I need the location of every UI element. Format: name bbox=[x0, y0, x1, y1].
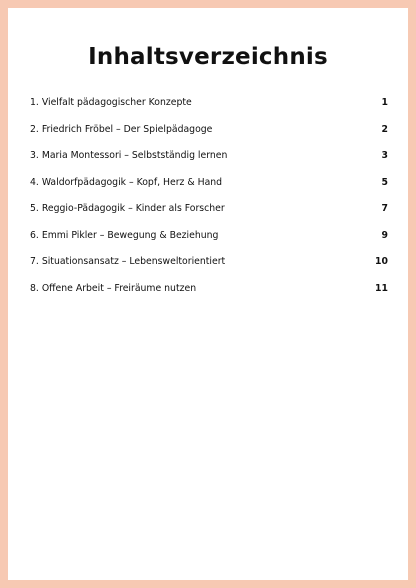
toc-entry-label: 4. Waldorfpädagogik – Kopf, Herz & Hand bbox=[30, 176, 223, 188]
table-of-contents bbox=[30, 97, 388, 309]
toc-entry-page-number: 1 bbox=[381, 97, 388, 108]
toc-entry-page-number: 7 bbox=[381, 203, 388, 214]
toc-entry bbox=[30, 177, 388, 204]
toc-entry-page-number: 2 bbox=[381, 123, 388, 135]
toc-entry-label: 6. Emmi Pikler – Bewegung & Beziehung bbox=[30, 229, 219, 241]
toc-entry bbox=[30, 230, 388, 257]
toc-entry bbox=[30, 124, 388, 151]
toc-entry-label: 7. Situationsansatz – Lebensweltorientiert bbox=[30, 256, 226, 267]
toc-entry-label: 8. Offene Arbeit – Freiräume nutzen bbox=[30, 282, 197, 294]
toc-entry-page-number: 9 bbox=[381, 229, 388, 241]
toc-entry-label: 5. Reggio-Pädagogik – Kinder als Forscher bbox=[30, 203, 225, 214]
toc-entry bbox=[30, 256, 388, 283]
toc-entry-page-number: 5 bbox=[381, 176, 388, 188]
toc-entry-page-number: 11 bbox=[375, 282, 388, 294]
toc-entry bbox=[30, 203, 388, 230]
toc-entry-page-number: 10 bbox=[375, 256, 388, 267]
toc-entry-label: 3. Maria Montessori – Selbstständig lernen bbox=[30, 150, 228, 161]
page-title: Inhaltsverzeichnis bbox=[88, 44, 328, 70]
toc-entry bbox=[30, 97, 388, 124]
toc-entry bbox=[30, 150, 388, 177]
toc-entry-label: 2. Friedrich Fröbel – Der Spielpädagoge bbox=[30, 123, 213, 135]
toc-entry-label: 1. Vielfalt pädagogischer Konzepte bbox=[30, 97, 192, 108]
toc-entry bbox=[30, 283, 388, 310]
toc-entry-page-number: 3 bbox=[381, 150, 388, 161]
document-page bbox=[8, 8, 408, 580]
